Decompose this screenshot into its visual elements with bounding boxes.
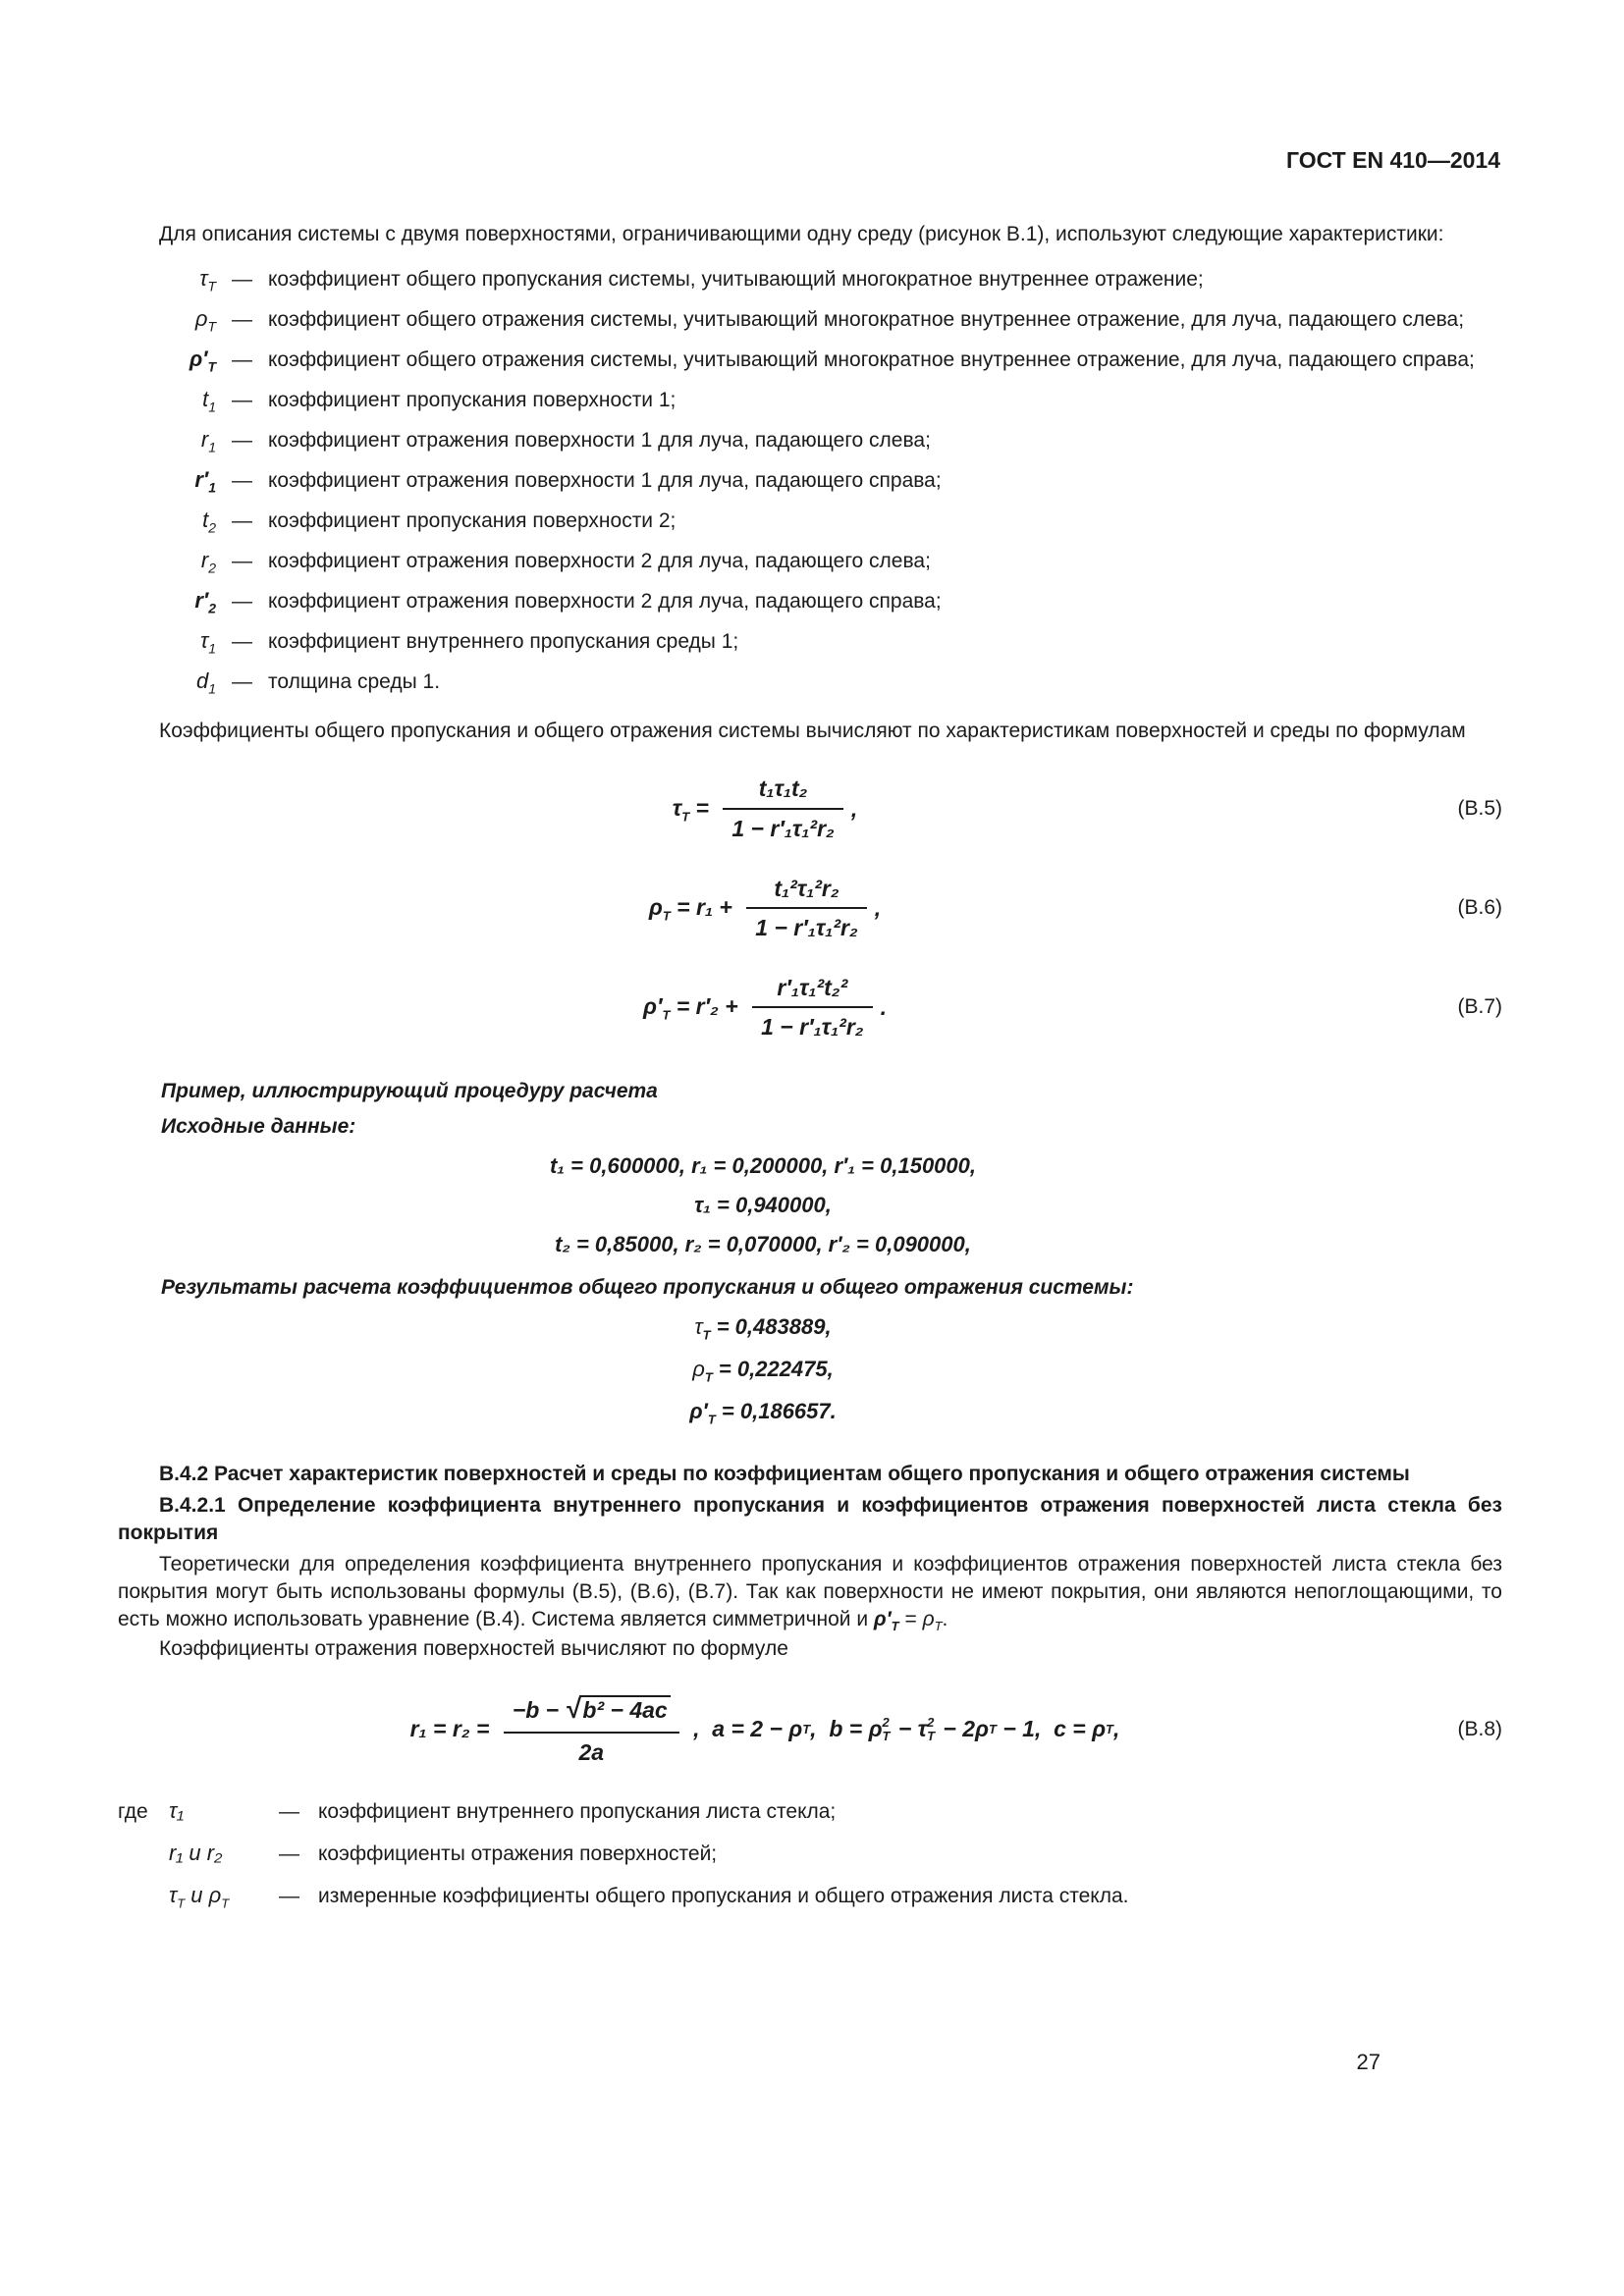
where-item	[118, 1881, 1502, 1912]
equation-number: (В.6)	[1457, 896, 1502, 920]
definition-dash: —	[232, 508, 252, 532]
definition-symbol: $\tau_T$	[199, 265, 216, 294]
where-dash: —	[279, 1800, 299, 1824]
where-lead: где	[118, 1800, 148, 1824]
definitions-list	[155, 264, 1502, 698]
equation-final-comma: ,	[1113, 1716, 1120, 1742]
definition-text: коэффициент общего пропускания системы, учитывающий многократное внутреннее отражение;	[268, 267, 1204, 291]
formulas-intro-paragraph: Коэффициенты общего пропускания и общего отражения системы вычисляют по характеристикам поверхностей и среды по формулам	[159, 719, 1466, 742]
example-subtitle: Исходные данные:	[161, 1114, 356, 1138]
where-symbol: r₁ и r₂	[169, 1841, 223, 1866]
fraction	[723, 774, 842, 843]
equation-b5-body	[118, 774, 1412, 843]
definition-text: коэффициент отражения поверхности 2 для луча, падающего слева;	[268, 549, 931, 572]
equation-b8	[118, 1691, 1502, 1767]
example-values	[118, 1151, 1502, 1259]
definition-symbol: $\tau_1$	[199, 627, 216, 656]
coefficient-a: a = 2 − ρ	[712, 1716, 803, 1742]
definition-text: коэффициент отражения поверхности 1 для луча, падающего слева;	[268, 428, 931, 452]
definition-symbol: $\rho_T$	[194, 305, 216, 334]
fraction-numerator: −b − √ b² − 4ac	[504, 1691, 679, 1733]
equation-lhs: $\tau_T$ =	[672, 794, 716, 825]
equation-b5	[118, 774, 1502, 843]
section-heading-b42: В.4.2 Расчет характеристик поверхностей и среды по коэффициентам общего пропускания и общего отражения системы	[159, 1463, 1410, 1486]
fraction-denominator: 2a	[578, 1738, 605, 1765]
definition-symbol: $\rho'_T$	[189, 346, 216, 374]
fraction-numerator: t₁²τ₁²r₂	[746, 874, 866, 910]
equation-comma: ,	[686, 1716, 713, 1742]
definition-text: коэффициент общего отражения системы, учитывающий многократное внутреннее отражение, для луча, падающего слева;	[268, 307, 1465, 331]
coefficient-b: , b = ρ	[810, 1716, 883, 1742]
where-list	[118, 1796, 1502, 1912]
equation-number: (В.8)	[1457, 1717, 1502, 1740]
equation-b7-body	[118, 973, 1412, 1042]
example-line-3: t₂ = 0,85000, r₂ = 0,070000, r′₂ = 0,090000,	[555, 1232, 971, 1257]
definition-text: коэффициент пропускания поверхности 1;	[268, 388, 677, 411]
definition-text: толщина среды 1.	[268, 669, 441, 693]
definition-dash: —	[232, 468, 252, 492]
theory-paragraph: Теоретически для определения коэффициента внутреннего пропускания и коэффициентов отражения поверхностей листа стекла без покрытия могут быть использованы формулы (В.5), (В.6), (В.7). Так как поверхности не имеют покрытия, они являются непоглощающими, то есть можно использовать уравнение (В.4). Система является симметричной и $\rho'_T = \rho_T$.	[118, 1553, 1502, 1634]
definition-dash: —	[232, 549, 252, 572]
equation-tail: ,	[850, 795, 858, 822]
definition-symbol: $r'_2$	[194, 587, 216, 615]
definition-text: коэффициент пропускания поверхности 2;	[268, 508, 677, 532]
where-text: коэффициент внутреннего пропускания листа стекла;	[318, 1800, 837, 1824]
rho-T-symbol: $\rho_T$	[922, 1608, 943, 1634]
definition-dash: —	[232, 589, 252, 613]
result-line-2: $\rho_T = 0,222475$,	[692, 1357, 834, 1385]
definition-item	[155, 345, 1502, 376]
where-item	[118, 1796, 1502, 1826]
coefficient-c: − 1, c = ρ	[996, 1716, 1107, 1742]
definition-dash: —	[232, 669, 252, 693]
equation-b6	[118, 874, 1502, 943]
equation-lhs: $\rho'_T = r'_2$ +	[643, 992, 745, 1023]
where-symbol: τ₁	[169, 1798, 185, 1824]
doc-header	[118, 145, 1500, 176]
definition-dash: —	[232, 629, 252, 653]
definition-dash: —	[232, 267, 252, 291]
where-text: коэффициенты отражения поверхностей;	[318, 1842, 718, 1866]
definition-item	[155, 586, 1502, 617]
doc-number: ГОСТ EN 410—2014	[1286, 147, 1500, 173]
definition-symbol: $d_1$	[195, 667, 216, 696]
definition-item	[155, 506, 1502, 537]
definition-item	[155, 385, 1502, 416]
definition-text: коэффициент общего отражения системы, учитывающий многократное внутреннее отражение, для луча, падающего справа;	[268, 347, 1475, 371]
results-title: Результаты расчета коэффициентов общего пропускания и общего отражения системы:	[161, 1276, 1134, 1300]
equation-tail: ,	[874, 894, 882, 921]
example-title: Пример, иллюстрирующий процедуру расчета	[161, 1079, 658, 1102]
definition-item	[155, 546, 1502, 577]
equation-b8-body: r₁ = r₂ = $\frac{\text{−b − √ b² − 4ac}}{2a}$ , a = 2 − ρ T , b = ρ 2 T − τ 2 T − 2ρ T − 1, c = ρ T ,	[118, 1691, 1412, 1767]
definition-dash: —	[232, 347, 252, 371]
equation-b7	[118, 973, 1502, 1042]
intro-paragraph: Для описания системы с двумя поверхностями, ограничивающими одну среду (рисунок В.1), используют следующие характеристики:	[159, 222, 1444, 245]
definition-item	[155, 264, 1502, 295]
equation-tail: .	[880, 994, 887, 1021]
equation-b6-body	[118, 874, 1412, 943]
equation-number: (В.5)	[1457, 797, 1502, 821]
fraction-numerator: t₁τ₁t₂	[723, 774, 842, 810]
rho-prime-T-symbol: $\rho'_T$	[873, 1608, 899, 1634]
definition-item	[155, 465, 1502, 497]
definition-symbol: $r'_1$	[194, 466, 216, 495]
definition-symbol: $t_2$	[202, 507, 216, 535]
where-text: измеренные коэффициенты общего пропускания и общего отражения листа стекла.	[318, 1884, 1129, 1907]
definition-dash: —	[232, 388, 252, 411]
definition-dash: —	[232, 307, 252, 331]
fraction-numerator: r′₁τ₁²t₂²	[752, 973, 872, 1009]
fraction-denominator: 1 − r′₁τ₁²r₂	[731, 816, 835, 841]
where-dash: —	[279, 1884, 299, 1907]
definition-item	[155, 667, 1502, 698]
result-line-3: $\rho'_T = 0,186657$.	[689, 1398, 837, 1427]
definition-symbol: $t_1$	[202, 386, 216, 414]
where-symbol: $\tau_T$ и $\rho_T$	[169, 1882, 230, 1911]
calc-intro-paragraph: Коэффициенты отражения поверхностей вычисляют по формуле	[159, 1636, 788, 1660]
definition-symbol: $r_2$	[200, 547, 216, 575]
fraction-denominator: 1 − r′₁τ₁²r₂	[755, 915, 858, 941]
where-dash: —	[279, 1842, 299, 1866]
definition-item	[155, 626, 1502, 658]
example-line-1: t₁ = 0,600000, r₁ = 0,200000, r′₁ = 0,150000,	[549, 1152, 977, 1178]
example-line-2: τ₁ = 0,940000,	[694, 1192, 832, 1217]
definition-item	[155, 304, 1502, 336]
definition-text: коэффициент внутреннего пропускания среды 1;	[268, 629, 739, 653]
equation-lhs: r₁ = r₂ =	[409, 1716, 496, 1742]
where-item	[118, 1839, 1502, 1868]
section-heading-b421: В.4.2.1 Определение коэффициента внутреннего пропускания и коэффициентов отражения поверхностей листа стекла без покрытия	[118, 1494, 1502, 1545]
definition-text: коэффициент отражения поверхности 2 для луча, падающего справа;	[268, 589, 942, 613]
sup-sub-stack: 2 T	[927, 1715, 936, 1743]
result-line-1: $\tau_T = 0,483889$,	[694, 1314, 832, 1343]
fraction	[504, 1691, 679, 1767]
sup-sub-stack: 2 T	[882, 1715, 891, 1743]
fraction-denominator: 1 − r′₁τ₁²r₂	[761, 1014, 864, 1041]
equation-number: (В.7)	[1457, 995, 1502, 1019]
radicand: b² − 4ac	[579, 1695, 670, 1723]
radical-sign: √	[565, 1693, 580, 1725]
definition-dash: —	[232, 428, 252, 452]
rho-term: − 2ρ	[937, 1716, 989, 1742]
fraction	[746, 874, 866, 943]
equation-lhs: $\rho_T = r_1$ +	[648, 893, 739, 924]
fraction	[752, 973, 872, 1042]
definition-text: коэффициент отражения поверхности 1 для луча, падающего справа;	[268, 468, 942, 492]
definition-item	[155, 425, 1502, 456]
page-number: 27	[1356, 2050, 1380, 2074]
results-values	[118, 1312, 1502, 1427]
tau-term: − τ	[892, 1716, 928, 1742]
definition-symbol: $r_1$	[200, 426, 216, 454]
